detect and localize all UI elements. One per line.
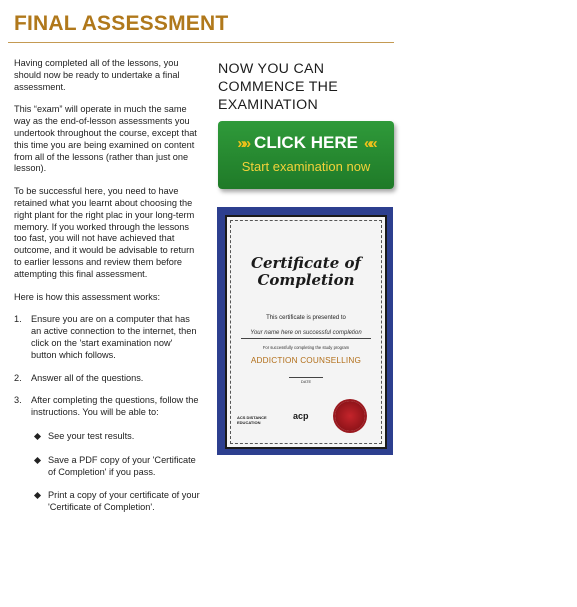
diamond-bullet-icon [34,457,41,464]
title-divider [8,42,394,43]
intro-paragraph: Having completed all of the lessons, you should now be ready to undertake a final assessment. [14,58,180,92]
certificate-image [217,207,393,455]
diamond-bullet-icon [34,433,41,440]
sub-list [31,431,200,514]
step-text: After completing the questions, follow the instructions. You will be able to: [31,395,199,418]
certificate-name: Your name here on successful completion [241,330,371,339]
cta-label: CLICK HERE [254,133,358,152]
step-item [14,314,200,361]
commence-heading-line: COMMENCE THE [218,79,338,95]
certificate-frame [225,215,387,449]
chevron-right-icon: »» [237,134,249,152]
sub-item-text: Save a PDF copy of your 'Certificate of Completion' if you pass. [48,454,196,477]
acp-logo: acp [293,411,309,421]
acs-logo [237,415,267,425]
step-text: Ensure you are on a computer that has an active connection to the internet, then click on the 'start examination now' button which follows. [31,314,197,360]
certificate-title-line: Completion [257,271,355,289]
step-number: 3. [14,395,22,406]
sub-item [31,455,200,479]
certificate-for-text: For successfully completing the study program [262,345,350,350]
start-examination-button[interactable] [218,121,394,189]
step-number: 1. [14,314,22,325]
seal-icon [335,401,365,431]
cta-main-line [218,133,394,153]
step-item [14,373,200,385]
sub-item-text: Print a copy of your certificate of your 'Certificate of Completion'. [48,490,200,513]
certificate-presented: This certificate is presented to [266,315,346,321]
cta-sublabel: Start examination now [241,159,371,174]
certificate-title-line: Certificate of [251,254,361,272]
certificate-course: ADDICTION COUNSELLING [250,356,362,365]
acs-logo-line: ACS DISTANCE [237,415,267,420]
acs-logo-line: EDUCATION [237,420,261,425]
commence-heading-line: EXAMINATION [218,97,318,113]
intro-paragraph: To be successful here, you need to have retained what you learnt about choosing the right plant for the right plac in your long-term memory. If you worked through the lessons too fast, you will not have achieved that outcome, and it would be advisable to return to earlier lessons and review them before attempting this final assessment. [14,186,195,279]
step-number: 2. [14,372,22,383]
step-text: Answer all of the questions. [31,372,144,383]
steps-list [14,314,200,514]
diamond-bullet-icon [34,492,41,499]
intro-paragraph: Here is how this assessment works: [14,291,161,302]
sub-item [31,490,200,514]
sub-item-text: See your test results. [48,430,135,441]
sub-item [31,431,200,443]
intro-paragraph: This “exam” will operate in much the same way as the end-of-lesson assessments you undertook throughout the course, except that this time you are being examined on content from all of the lessons (rather than just one lesson). [14,104,197,174]
page-title: FINAL ASSESSMENT [14,12,229,35]
commence-heading-line: NOW YOU CAN [218,61,325,77]
instructions-column [14,58,200,526]
certificate-date: DATE [289,377,323,384]
commence-heading [218,60,338,114]
chevron-left-icon: «« [363,134,375,152]
step-item [14,395,200,514]
certificate-title [227,255,385,289]
